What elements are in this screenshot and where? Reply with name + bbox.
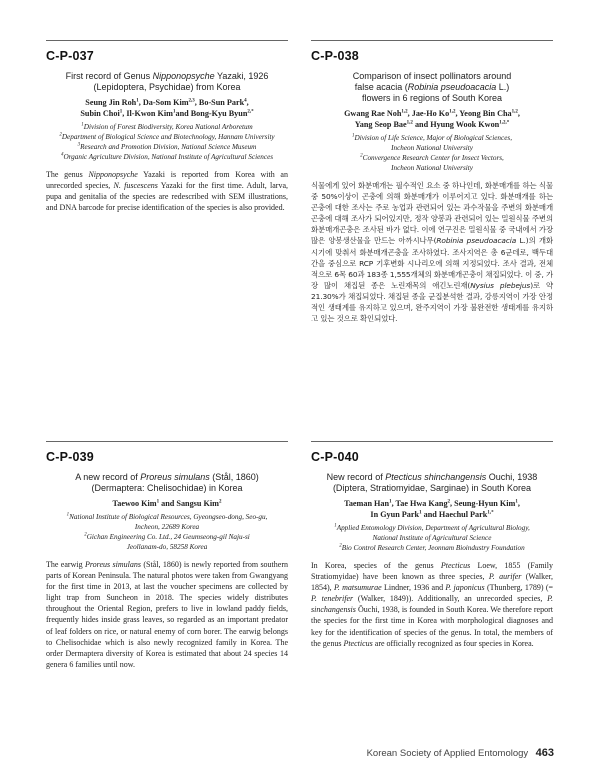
article-code: C-P-040	[311, 450, 359, 464]
article-abstract: 식물에게 있어 화분매개는 필수적인 요소 중 하나인데, 화분매개를 하는 식물 중 50%이상이 곤충에 의해 화분매개가 이루어지고 있다. 화분매개를 하는 곤충에 대한 조사는 주로 농업과 관련되어 있는 과수작물을 주변의 화분매개곤충에 대해 조사가 되어있지만, 정작 양봉과 관련되어 있는 밀원식물 주변의 화분매개곤충은 조사된 바가 없다. 이에 연구진은 밀원식물 중 국내에서 가장 많은 양봉생산물을 만드는 아까시나무(Robinia pseudoacacia L.)의 개화시기에 맞춰서 화분매개곤충을 조사하였다. 조사지역은 총 6군데로, 백두대간을 중심으로 RCP 기후변화 시나리오에 의해 지정되었다. 조사 결과, 전체적으로 6목 60과 183종 1,555개체의 화분매개곤충이 채집되었다. 이 중, 가장 많이 채집된 종은 노린재목의 애긴노린재(Nysius plebejus)로 약 21.30%가 채집되었다. 채집된 종을 군집분석한 결과, 강릉지역이 가장 안정적인 생태계를 유지하고 있으며, 완주지역이 가장 불완전한 생태계를 유지하고 있는 것으로 확인되었다.	[311, 181, 553, 324]
article-code: C-P-038	[311, 49, 359, 63]
section-rule	[311, 40, 553, 41]
article-title: Comparison of insect pollinators around false acacia (Robinia pseudoacacia L.) flowers in 6 regions of South Korea	[352, 71, 512, 103]
article-title: New record of Ptecticus shinchangensis Ouchi, 1938 (Diptera, Stratiomyidae, Sarginae) in South Korea	[326, 472, 538, 493]
article-code: C-P-039	[46, 450, 94, 464]
article-c-p-038	[311, 40, 553, 324]
article-c-p-039	[46, 441, 288, 670]
article-title: First record of Genus Nipponopsyche Yazaki, 1926 (Lepidoptera, Psychidae) from Korea	[65, 71, 269, 92]
article-title: A new record of Proreus simulans (Stål, 1860) (Dermaptera: Chelisochidae) in Korea	[75, 472, 259, 493]
page-footer	[367, 743, 554, 761]
article-abstract: The earwig Proreus simulans (Stål, 1860) is newly reported from southern parts of Korean Peninsula. The natural photos were taken from Gwangyang for the first time in 2013, at last the voucher specimens are collected by light trap from Suncheon in 2018. The species widely distributes throughout the Oriental Region, prefers to live in lowland paddy fields, frequently hides inside grass leaves, so regarded as an important predator of leaf folders on rice, or natural enemy of corn borer. The earwig belongs to Chelisochidae which is also newly recognized family in Korea. The order Dermaptera diversity of Korea is estimated that about 24 species 14 genera 6 families until now.	[46, 560, 288, 669]
article-authors: Taewoo Kim$^1$ and Sangsu Kim$^2$	[112, 499, 222, 508]
article-authors: Gwang Rae Noh$^{1,2}$, Jae-Ho Ko$^{1,2}$, Yeong Bin Cha$^{1,2}$, Yang Seop Bae$^{1,2}$ and Hyung Wook Kwon$^{1,2,*}$	[344, 109, 520, 129]
article-c-p-037	[46, 40, 288, 213]
section-rule	[311, 441, 553, 442]
article-affiliations: $^1$Division of Life Science, Major of Biological Sciences, Incheon National University $^2$Convergence Research Center for Insect Vectors, Incheon National University	[352, 133, 512, 172]
article-authors: Seung Jin Roh$^1$, Da-Som Kim$^{2,3}$, Bo-Sun Park$^4$, Subin Choi$^1$, Il-Kwon Kim$^1$and Bong-Kyu Byun$^{2,*}$	[80, 98, 254, 118]
article-code: C-P-037	[46, 49, 94, 63]
article-c-p-040	[311, 441, 553, 649]
section-rule	[46, 441, 288, 442]
footer-society: Korean Society of Applied Entomology	[366, 748, 529, 759]
article-affiliations: $^1$National Institute of Biological Resources, Gyeongseo-dong, Seo-gu, Incheon, 22689 Korea $^2$Gichan Engineering Co. Ltd., 24 Geumseong-gil Naju-si Jeollanam-do, 58258 Korea	[66, 512, 268, 551]
page-number: 463	[535, 747, 554, 759]
article-authors: Taeman Han$^1$, Tae Hwa Kang$^2$, Seung-Hyun Kim$^1$, In Gyun Park$^1$ and Haechul Park$^{1,*}$	[344, 499, 520, 519]
article-affiliations: $^1$Applied Entomology Division, Department of Agricultural Biology, National Institute of Agricultural Science $^2$Bio Control Research Center, Jeonnam Bioindustry Foundation	[334, 523, 530, 552]
article-affiliations: $^1$Division of Forest Biodiversity, Korea National Arboretum $^2$Department of Biological Science and Biotechnology, Hannam University $^3$Research and Promotion Division, National Science Museum $^4$Organic Agriculture Division, National Institute of Agricultural Sciences	[59, 122, 275, 161]
section-rule	[46, 40, 288, 41]
article-abstract: In Korea, species of the genus Ptecticus Loew, 1855 (Family Stratiomyidae) have been known as three species, P. aurifer (Walker, 1854), P. matsumurae Lindner, 1936 and P. japonicus (Thunberg, 1789) (= P. tenebrifer (Walker, 1849)). Additionally, an unrecorded species, P. sinchangensis Ōuchi, 1938, is founded in South Korea. We therefore report the species for the first time in Korea with morphological diagnoses and key for the identification of species of the genus. In total, the members of the genus Ptecticus are officially recognized as four species in Korea.	[311, 561, 554, 648]
article-abstract: The genus Nipponopsyche Yazaki is reported from Korea with an unrecorded species, N. fuscescens Yazaki for the first time. Adult, larva, pupa and genitalia of the species are redescribed with SEM illustrations, and DNA barcode for precise identification of the species is also provided.	[46, 170, 288, 213]
